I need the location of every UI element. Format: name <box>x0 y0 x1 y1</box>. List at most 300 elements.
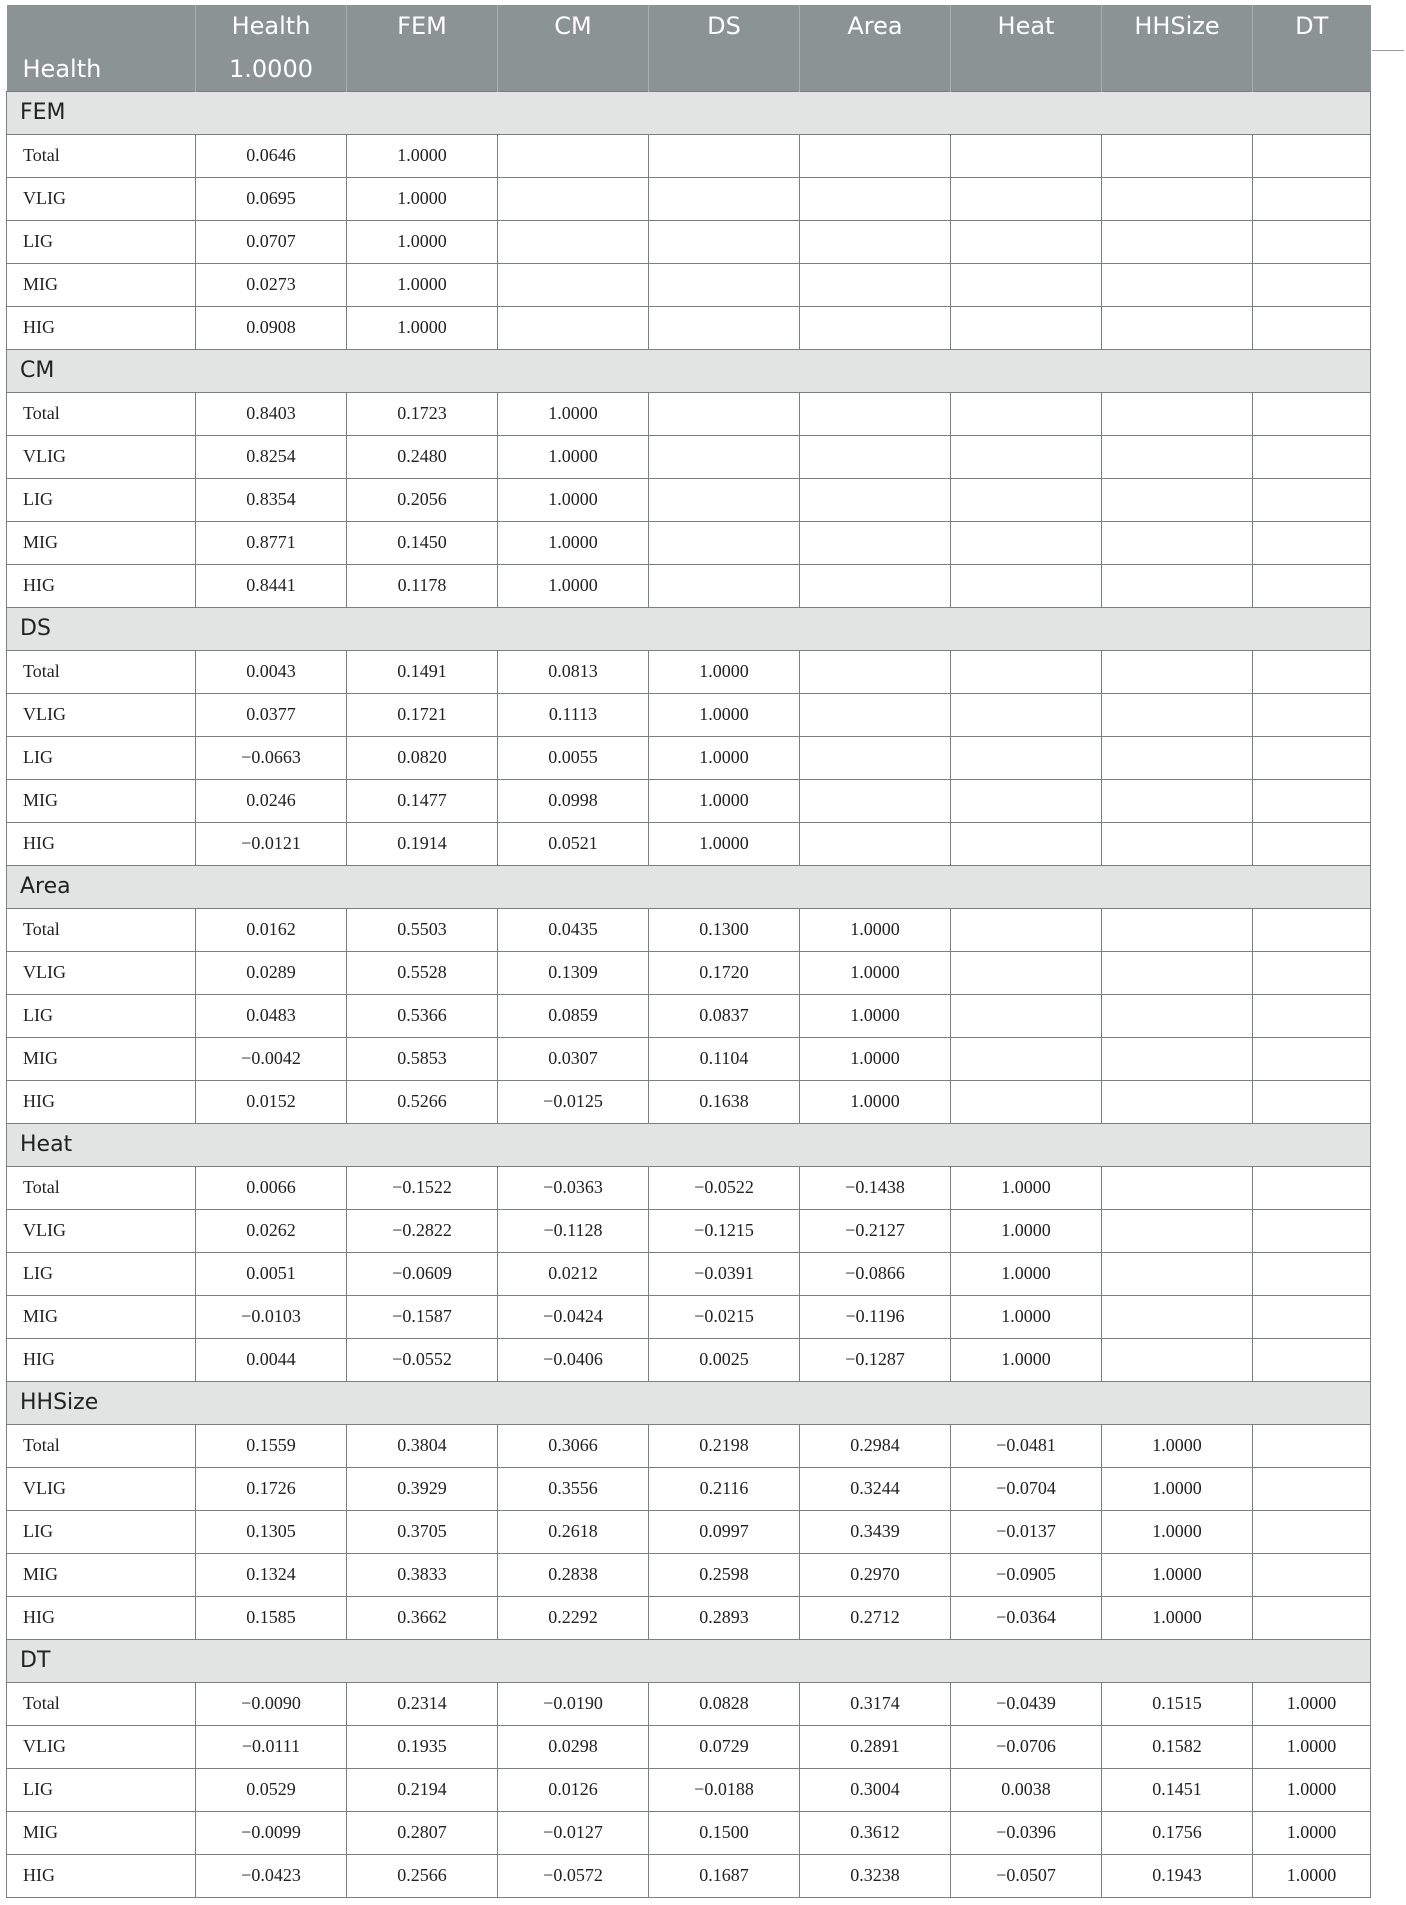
table-cell <box>1102 994 1253 1037</box>
table-cell: 0.2893 <box>649 1596 800 1639</box>
table-cell <box>951 564 1102 607</box>
table-cell: 0.1585 <box>196 1596 347 1639</box>
table-cell: 0.5503 <box>347 908 498 951</box>
table-cell <box>1253 1424 1371 1467</box>
row-label: VLIG <box>7 177 196 220</box>
table-cell: 1.0000 <box>951 1166 1102 1209</box>
table-cell <box>800 564 951 607</box>
table-cell <box>498 220 649 263</box>
table-cell: 0.0435 <box>498 908 649 951</box>
table-cell: 0.3004 <box>800 1768 951 1811</box>
table-row <box>7 1854 1371 1897</box>
table-cell <box>1253 1166 1371 1209</box>
table-cell <box>951 1080 1102 1123</box>
table-cell <box>800 220 951 263</box>
table-cell: 0.1178 <box>347 564 498 607</box>
table-row <box>7 908 1371 951</box>
row-label: Total <box>7 1682 196 1725</box>
group-header-row <box>7 865 1371 908</box>
table-row <box>7 650 1371 693</box>
table-cell: 0.1300 <box>649 908 800 951</box>
table-cell: −0.0552 <box>347 1338 498 1381</box>
table-cell: 0.1104 <box>649 1037 800 1080</box>
table-cell: −0.0866 <box>800 1252 951 1295</box>
table-cell: 0.0997 <box>649 1510 800 1553</box>
table-cell <box>1253 306 1371 349</box>
table-cell: 0.0646 <box>196 134 347 177</box>
table-row <box>7 1252 1371 1295</box>
table-cell: 0.3066 <box>498 1424 649 1467</box>
table-cell: 0.0695 <box>196 177 347 220</box>
table-cell: 0.2292 <box>498 1596 649 1639</box>
table-row <box>7 134 1371 177</box>
table-cell: 0.0152 <box>196 1080 347 1123</box>
table-cell <box>649 220 800 263</box>
table-cell: −0.0190 <box>498 1682 649 1725</box>
table-cell <box>649 521 800 564</box>
table-cell: 0.2970 <box>800 1553 951 1596</box>
table-cell <box>800 822 951 865</box>
table-cell: −0.0424 <box>498 1295 649 1338</box>
margin-rule <box>1372 50 1404 51</box>
table-cell: 0.3705 <box>347 1510 498 1553</box>
table-row <box>7 1467 1371 1510</box>
table-cell <box>1102 1166 1253 1209</box>
table-cell <box>800 134 951 177</box>
table-cell: 0.1914 <box>347 822 498 865</box>
table-cell <box>1253 1338 1371 1381</box>
table-cell: 0.1638 <box>649 1080 800 1123</box>
table-cell: 0.0307 <box>498 1037 649 1080</box>
table-cell: −0.0042 <box>196 1037 347 1080</box>
row-label: Total <box>7 1424 196 1467</box>
table-cell: 0.1687 <box>649 1854 800 1897</box>
table-cell: 0.2198 <box>649 1424 800 1467</box>
table-cell: 0.1450 <box>347 521 498 564</box>
table-cell: −0.1587 <box>347 1295 498 1338</box>
table-cell: 0.0483 <box>196 994 347 1037</box>
table-cell: 1.0000 <box>800 1037 951 1080</box>
table-cell <box>1253 822 1371 865</box>
header-cell: DT <box>1253 5 1371 47</box>
table-row <box>7 1682 1371 1725</box>
table-cell <box>498 177 649 220</box>
group-label: HHSize <box>7 1381 1371 1424</box>
table-cell <box>1102 134 1253 177</box>
table-cell <box>800 306 951 349</box>
row-label: MIG <box>7 521 196 564</box>
table-cell: 0.0055 <box>498 736 649 779</box>
table-cell <box>951 693 1102 736</box>
table-cell: 0.0044 <box>196 1338 347 1381</box>
table-cell <box>800 650 951 693</box>
table-cell <box>1253 1037 1371 1080</box>
table-cell: 0.2807 <box>347 1811 498 1854</box>
table-row <box>7 1166 1371 1209</box>
table-cell: 0.1477 <box>347 779 498 822</box>
table-cell: −0.1287 <box>800 1338 951 1381</box>
group-header-row <box>7 1639 1371 1682</box>
table-cell <box>1253 908 1371 951</box>
table-cell: −0.0406 <box>498 1338 649 1381</box>
table-cell: 0.1756 <box>1102 1811 1253 1854</box>
table-cell: −0.0423 <box>196 1854 347 1897</box>
table-cell: 0.2838 <box>498 1553 649 1596</box>
table-cell: 0.8771 <box>196 521 347 564</box>
table-cell <box>1253 1209 1371 1252</box>
table-cell: 0.3439 <box>800 1510 951 1553</box>
header-cell: Area <box>800 5 951 47</box>
table-cell <box>1253 177 1371 220</box>
table-cell <box>800 521 951 564</box>
table-cell <box>951 306 1102 349</box>
row-label: VLIG <box>7 951 196 994</box>
table-row <box>7 951 1371 994</box>
table-cell: 0.0051 <box>196 1252 347 1295</box>
table-cell: −0.0215 <box>649 1295 800 1338</box>
table-cell: 0.1723 <box>347 392 498 435</box>
table-cell: 0.3612 <box>800 1811 951 1854</box>
table-cell <box>1102 693 1253 736</box>
table-row <box>7 1596 1371 1639</box>
table-cell: −0.0507 <box>951 1854 1102 1897</box>
table-cell <box>951 521 1102 564</box>
table-cell: 0.0820 <box>347 736 498 779</box>
table-row <box>7 263 1371 306</box>
table-cell: 1.0000 <box>1253 1811 1371 1854</box>
table-cell: 0.0998 <box>498 779 649 822</box>
table-cell <box>1253 478 1371 521</box>
table-cell: −0.1196 <box>800 1295 951 1338</box>
table-cell: 0.0043 <box>196 650 347 693</box>
table-cell <box>1253 693 1371 736</box>
table-cell: 0.1726 <box>196 1467 347 1510</box>
table-cell <box>951 650 1102 693</box>
table-cell: 0.3929 <box>347 1467 498 1510</box>
table-row <box>7 1811 1371 1854</box>
table-row <box>7 306 1371 349</box>
table-cell <box>800 177 951 220</box>
table-cell: 1.0000 <box>649 736 800 779</box>
table-cell <box>1102 908 1253 951</box>
row-label: Total <box>7 1166 196 1209</box>
table-cell: 1.0000 <box>951 1338 1102 1381</box>
table-row <box>7 736 1371 779</box>
table-cell: 0.0859 <box>498 994 649 1037</box>
table-cell <box>649 306 800 349</box>
table-cell: 1.0000 <box>1102 1424 1253 1467</box>
table-cell <box>1102 521 1253 564</box>
table-cell: 1.0000 <box>1102 1467 1253 1510</box>
table-cell: 0.0162 <box>196 908 347 951</box>
table-cell: 0.1559 <box>196 1424 347 1467</box>
table-cell <box>1102 263 1253 306</box>
table-cell: −0.0137 <box>951 1510 1102 1553</box>
group-label: FEM <box>7 91 1371 134</box>
table-cell: 0.2712 <box>800 1596 951 1639</box>
table-cell <box>649 177 800 220</box>
table-cell <box>649 435 800 478</box>
table-cell: 0.2056 <box>347 478 498 521</box>
table-cell: 1.0000 <box>347 220 498 263</box>
table-cell: −0.0111 <box>196 1725 347 1768</box>
row-label: Total <box>7 650 196 693</box>
table-cell: −0.0099 <box>196 1811 347 1854</box>
table-cell <box>951 951 1102 994</box>
table-cell: 0.0707 <box>196 220 347 263</box>
table-cell: 0.0521 <box>498 822 649 865</box>
table-cell: −0.0522 <box>649 1166 800 1209</box>
row-label: VLIG <box>7 1725 196 1768</box>
table-cell: 1.0000 <box>649 693 800 736</box>
table-cell: −0.0704 <box>951 1467 1102 1510</box>
row-label: LIG <box>7 220 196 263</box>
table-cell <box>1102 1338 1253 1381</box>
table-cell: 0.2598 <box>649 1553 800 1596</box>
row-label: HIG <box>7 1596 196 1639</box>
table-cell <box>800 779 951 822</box>
table-cell: 0.3833 <box>347 1553 498 1596</box>
table-cell: −0.0706 <box>951 1725 1102 1768</box>
health-row-value <box>951 47 1102 91</box>
table-cell: −0.0121 <box>196 822 347 865</box>
table-cell: 0.1309 <box>498 951 649 994</box>
table-cell: 0.0212 <box>498 1252 649 1295</box>
table-cell: 0.1305 <box>196 1510 347 1553</box>
table-cell: −0.0572 <box>498 1854 649 1897</box>
row-label: VLIG <box>7 1467 196 1510</box>
table-cell <box>1253 736 1371 779</box>
table-cell: 1.0000 <box>1102 1553 1253 1596</box>
table-cell: −0.0103 <box>196 1295 347 1338</box>
table-cell: 1.0000 <box>498 521 649 564</box>
header-cell: FEM <box>347 5 498 47</box>
table-cell <box>800 478 951 521</box>
table-cell: −0.1522 <box>347 1166 498 1209</box>
table-cell: 0.3556 <box>498 1467 649 1510</box>
table-cell: 0.5528 <box>347 951 498 994</box>
row-label: Total <box>7 134 196 177</box>
table-row <box>7 177 1371 220</box>
table-cell <box>1253 564 1371 607</box>
table-cell <box>1253 994 1371 1037</box>
row-label: HIG <box>7 1854 196 1897</box>
table-cell <box>1102 1252 1253 1295</box>
table-cell <box>951 478 1102 521</box>
table-row <box>7 1080 1371 1123</box>
row-label: MIG <box>7 1037 196 1080</box>
header-cell: Heat <box>951 5 1102 47</box>
table-cell: 0.1500 <box>649 1811 800 1854</box>
group-header-row <box>7 607 1371 650</box>
table-cell <box>951 177 1102 220</box>
table-cell <box>951 392 1102 435</box>
group-label: CM <box>7 349 1371 392</box>
table-cell <box>1253 1553 1371 1596</box>
table-cell: 0.3244 <box>800 1467 951 1510</box>
table-cell <box>951 908 1102 951</box>
table-cell: 0.1491 <box>347 650 498 693</box>
table-cell: −0.0363 <box>498 1166 649 1209</box>
table-cell: −0.0396 <box>951 1811 1102 1854</box>
table-cell <box>951 134 1102 177</box>
table-cell: 0.0038 <box>951 1768 1102 1811</box>
group-header-row <box>7 1123 1371 1166</box>
table-cell <box>498 263 649 306</box>
table-cell: 0.1943 <box>1102 1854 1253 1897</box>
table-cell <box>1253 1295 1371 1338</box>
table-cell: 0.2984 <box>800 1424 951 1467</box>
table-cell <box>649 564 800 607</box>
table-cell: 1.0000 <box>800 951 951 994</box>
table-row <box>7 478 1371 521</box>
table-cell: 1.0000 <box>649 822 800 865</box>
table-cell <box>951 263 1102 306</box>
table-cell: 1.0000 <box>800 1080 951 1123</box>
row-label: LIG <box>7 478 196 521</box>
row-label: LIG <box>7 994 196 1037</box>
row-label: HIG <box>7 1338 196 1381</box>
table-cell: 0.5853 <box>347 1037 498 1080</box>
table-cell: 0.2480 <box>347 435 498 478</box>
table-cell: −0.1215 <box>649 1209 800 1252</box>
table-cell <box>1102 1080 1253 1123</box>
table-cell: 1.0000 <box>1253 1682 1371 1725</box>
table-row <box>7 1510 1371 1553</box>
table-cell: 0.1451 <box>1102 1768 1253 1811</box>
table-cell <box>1253 392 1371 435</box>
table-cell: −0.0125 <box>498 1080 649 1123</box>
table-cell: −0.0188 <box>649 1768 800 1811</box>
table-row <box>7 779 1371 822</box>
table-cell: 0.5366 <box>347 994 498 1037</box>
table-cell: 0.0273 <box>196 263 347 306</box>
row-label: HIG <box>7 306 196 349</box>
table-cell: 0.0025 <box>649 1338 800 1381</box>
table-cell: 1.0000 <box>498 392 649 435</box>
group-label: Area <box>7 865 1371 908</box>
table-header <box>7 5 1371 91</box>
health-row-value <box>800 47 951 91</box>
table-cell: 1.0000 <box>800 994 951 1037</box>
table-cell <box>1102 951 1253 994</box>
table-cell: 0.0529 <box>196 1768 347 1811</box>
table-cell: 1.0000 <box>498 435 649 478</box>
table-cell: 0.8441 <box>196 564 347 607</box>
table-cell: 0.3238 <box>800 1854 951 1897</box>
row-label: MIG <box>7 263 196 306</box>
table-cell <box>1102 736 1253 779</box>
table-cell: 1.0000 <box>1253 1725 1371 1768</box>
row-label: MIG <box>7 1553 196 1596</box>
table-cell: −0.0905 <box>951 1553 1102 1596</box>
table-row <box>7 994 1371 1037</box>
table-row <box>7 220 1371 263</box>
table-cell <box>1253 263 1371 306</box>
header-cell: DS <box>649 5 800 47</box>
table-cell: −0.1438 <box>800 1166 951 1209</box>
header-cell: CM <box>498 5 649 47</box>
table-cell: 1.0000 <box>1102 1510 1253 1553</box>
table-cell: 0.2566 <box>347 1854 498 1897</box>
row-label: Total <box>7 908 196 951</box>
table-cell: 0.1935 <box>347 1725 498 1768</box>
table-cell <box>1253 435 1371 478</box>
table-cell <box>649 478 800 521</box>
table-cell <box>1102 650 1253 693</box>
table-cell: 0.0289 <box>196 951 347 994</box>
table-cell <box>1102 392 1253 435</box>
table-cell: 1.0000 <box>347 263 498 306</box>
table-row <box>7 822 1371 865</box>
table-row <box>7 1037 1371 1080</box>
table-cell <box>800 435 951 478</box>
health-row-value <box>649 47 800 91</box>
table-cell: 0.2618 <box>498 1510 649 1553</box>
row-label: HIG <box>7 822 196 865</box>
table-cell: 0.0908 <box>196 306 347 349</box>
table-cell <box>1102 564 1253 607</box>
table-cell: 1.0000 <box>498 564 649 607</box>
table-cell <box>951 220 1102 263</box>
table-cell: 0.0246 <box>196 779 347 822</box>
table-cell: 0.8254 <box>196 435 347 478</box>
table-cell: 0.1324 <box>196 1553 347 1596</box>
table-cell <box>951 435 1102 478</box>
table-row <box>7 1725 1371 1768</box>
table-cell <box>1253 1252 1371 1295</box>
table-cell <box>649 263 800 306</box>
table-cell <box>1253 779 1371 822</box>
table-cell <box>800 392 951 435</box>
row-label: MIG <box>7 779 196 822</box>
table-cell: 0.2891 <box>800 1725 951 1768</box>
table-cell: −0.0663 <box>196 736 347 779</box>
table-cell: 0.3804 <box>347 1424 498 1467</box>
table-cell <box>1253 220 1371 263</box>
table-cell: −0.0364 <box>951 1596 1102 1639</box>
header-cell: HHSize <box>1102 5 1253 47</box>
table-cell: 0.0729 <box>649 1725 800 1768</box>
table-cell: 1.0000 <box>649 779 800 822</box>
table-cell <box>1253 1596 1371 1639</box>
health-row-value: 1.0000 <box>196 47 347 91</box>
correlation-table-container <box>6 5 1370 1898</box>
row-label: Total <box>7 392 196 435</box>
table-cell: 1.0000 <box>1102 1596 1253 1639</box>
table-cell: 0.0262 <box>196 1209 347 1252</box>
table-cell: 0.1582 <box>1102 1725 1253 1768</box>
row-label: MIG <box>7 1295 196 1338</box>
row-label: VLIG <box>7 1209 196 1252</box>
table-cell: 0.0066 <box>196 1166 347 1209</box>
row-label: MIG <box>7 1811 196 1854</box>
group-header-row <box>7 349 1371 392</box>
table-cell <box>800 736 951 779</box>
correlation-table <box>6 5 1371 1898</box>
health-row-value <box>498 47 649 91</box>
table-cell <box>1102 1209 1253 1252</box>
header-corner <box>7 5 196 47</box>
table-cell: 0.0828 <box>649 1682 800 1725</box>
table-cell <box>1102 306 1253 349</box>
table-cell: −0.0391 <box>649 1252 800 1295</box>
table-cell: 0.0126 <box>498 1768 649 1811</box>
header-cell: Health <box>196 5 347 47</box>
table-cell <box>951 779 1102 822</box>
table-cell <box>1102 177 1253 220</box>
table-cell: 0.1720 <box>649 951 800 994</box>
